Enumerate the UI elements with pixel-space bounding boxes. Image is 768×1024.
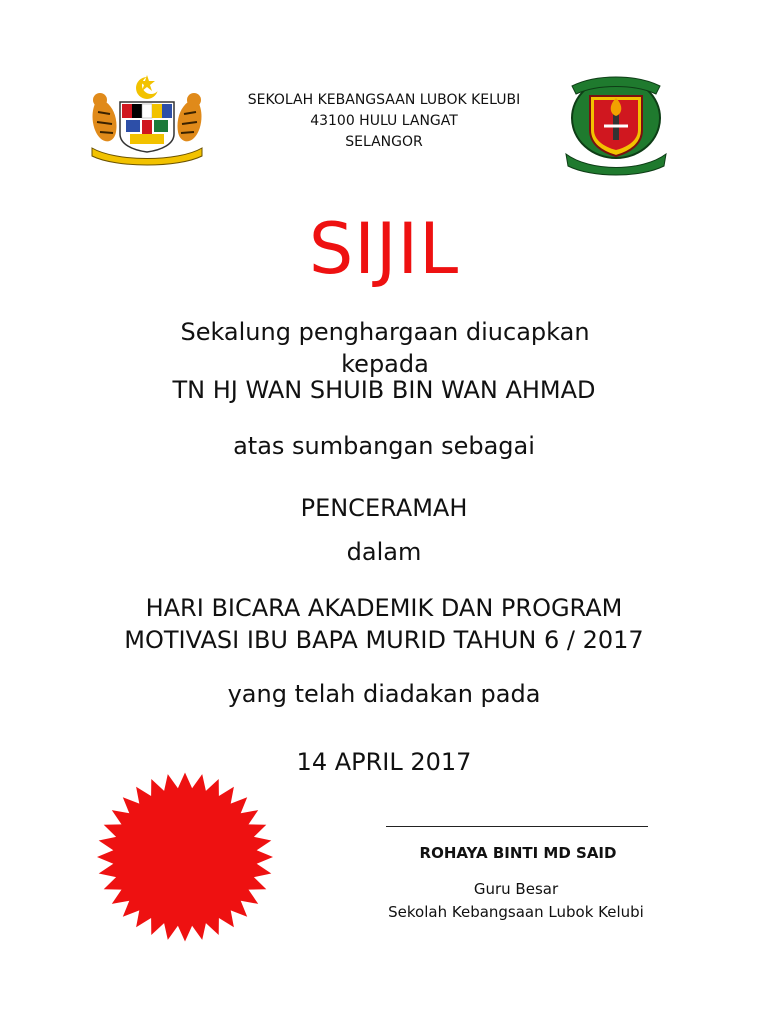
- signatory-school: Sekolah Kebangsaan Lubok Kelubi: [388, 903, 644, 921]
- school-name: SEKOLAH KEBANGSAAN LUBOK KELUBI: [247, 92, 521, 108]
- signatory-position: Guru Besar: [473, 880, 559, 898]
- event-preposition: dalam: [346, 538, 422, 566]
- school-state: SELANGOR: [345, 134, 423, 150]
- signature-line: [386, 826, 648, 827]
- certificate-title: SIJIL: [308, 208, 460, 290]
- coat-of-arms-icon: [86, 72, 208, 168]
- event-date: 14 APRIL 2017: [296, 748, 472, 776]
- red-seal-icon: [92, 768, 278, 946]
- recipient-name: TN HJ WAN SHUIB BIN WAN AHMAD: [172, 376, 596, 404]
- recipient-role: PENCERAMAH: [300, 494, 468, 522]
- school-address: [200, 90, 568, 153]
- appreciation-intro: Sekalung penghargaan diucapkan kepada: [180, 318, 590, 378]
- signatory-name: ROHAYA BINTI MD SAID: [419, 844, 617, 862]
- school-crest-icon: [560, 74, 672, 178]
- held-on-text: yang telah diadakan pada: [227, 680, 541, 708]
- school-postcode-district: 43100 HULU LANGAT: [310, 113, 458, 129]
- signatory-details: [340, 878, 692, 924]
- contribution-text: atas sumbangan sebagai: [233, 432, 535, 460]
- event-name: HARI BICARA AKADEMIK DAN PROGRAM MOTIVASI IBU BAPA MURID TAHUN 6 / 2017: [124, 594, 644, 654]
